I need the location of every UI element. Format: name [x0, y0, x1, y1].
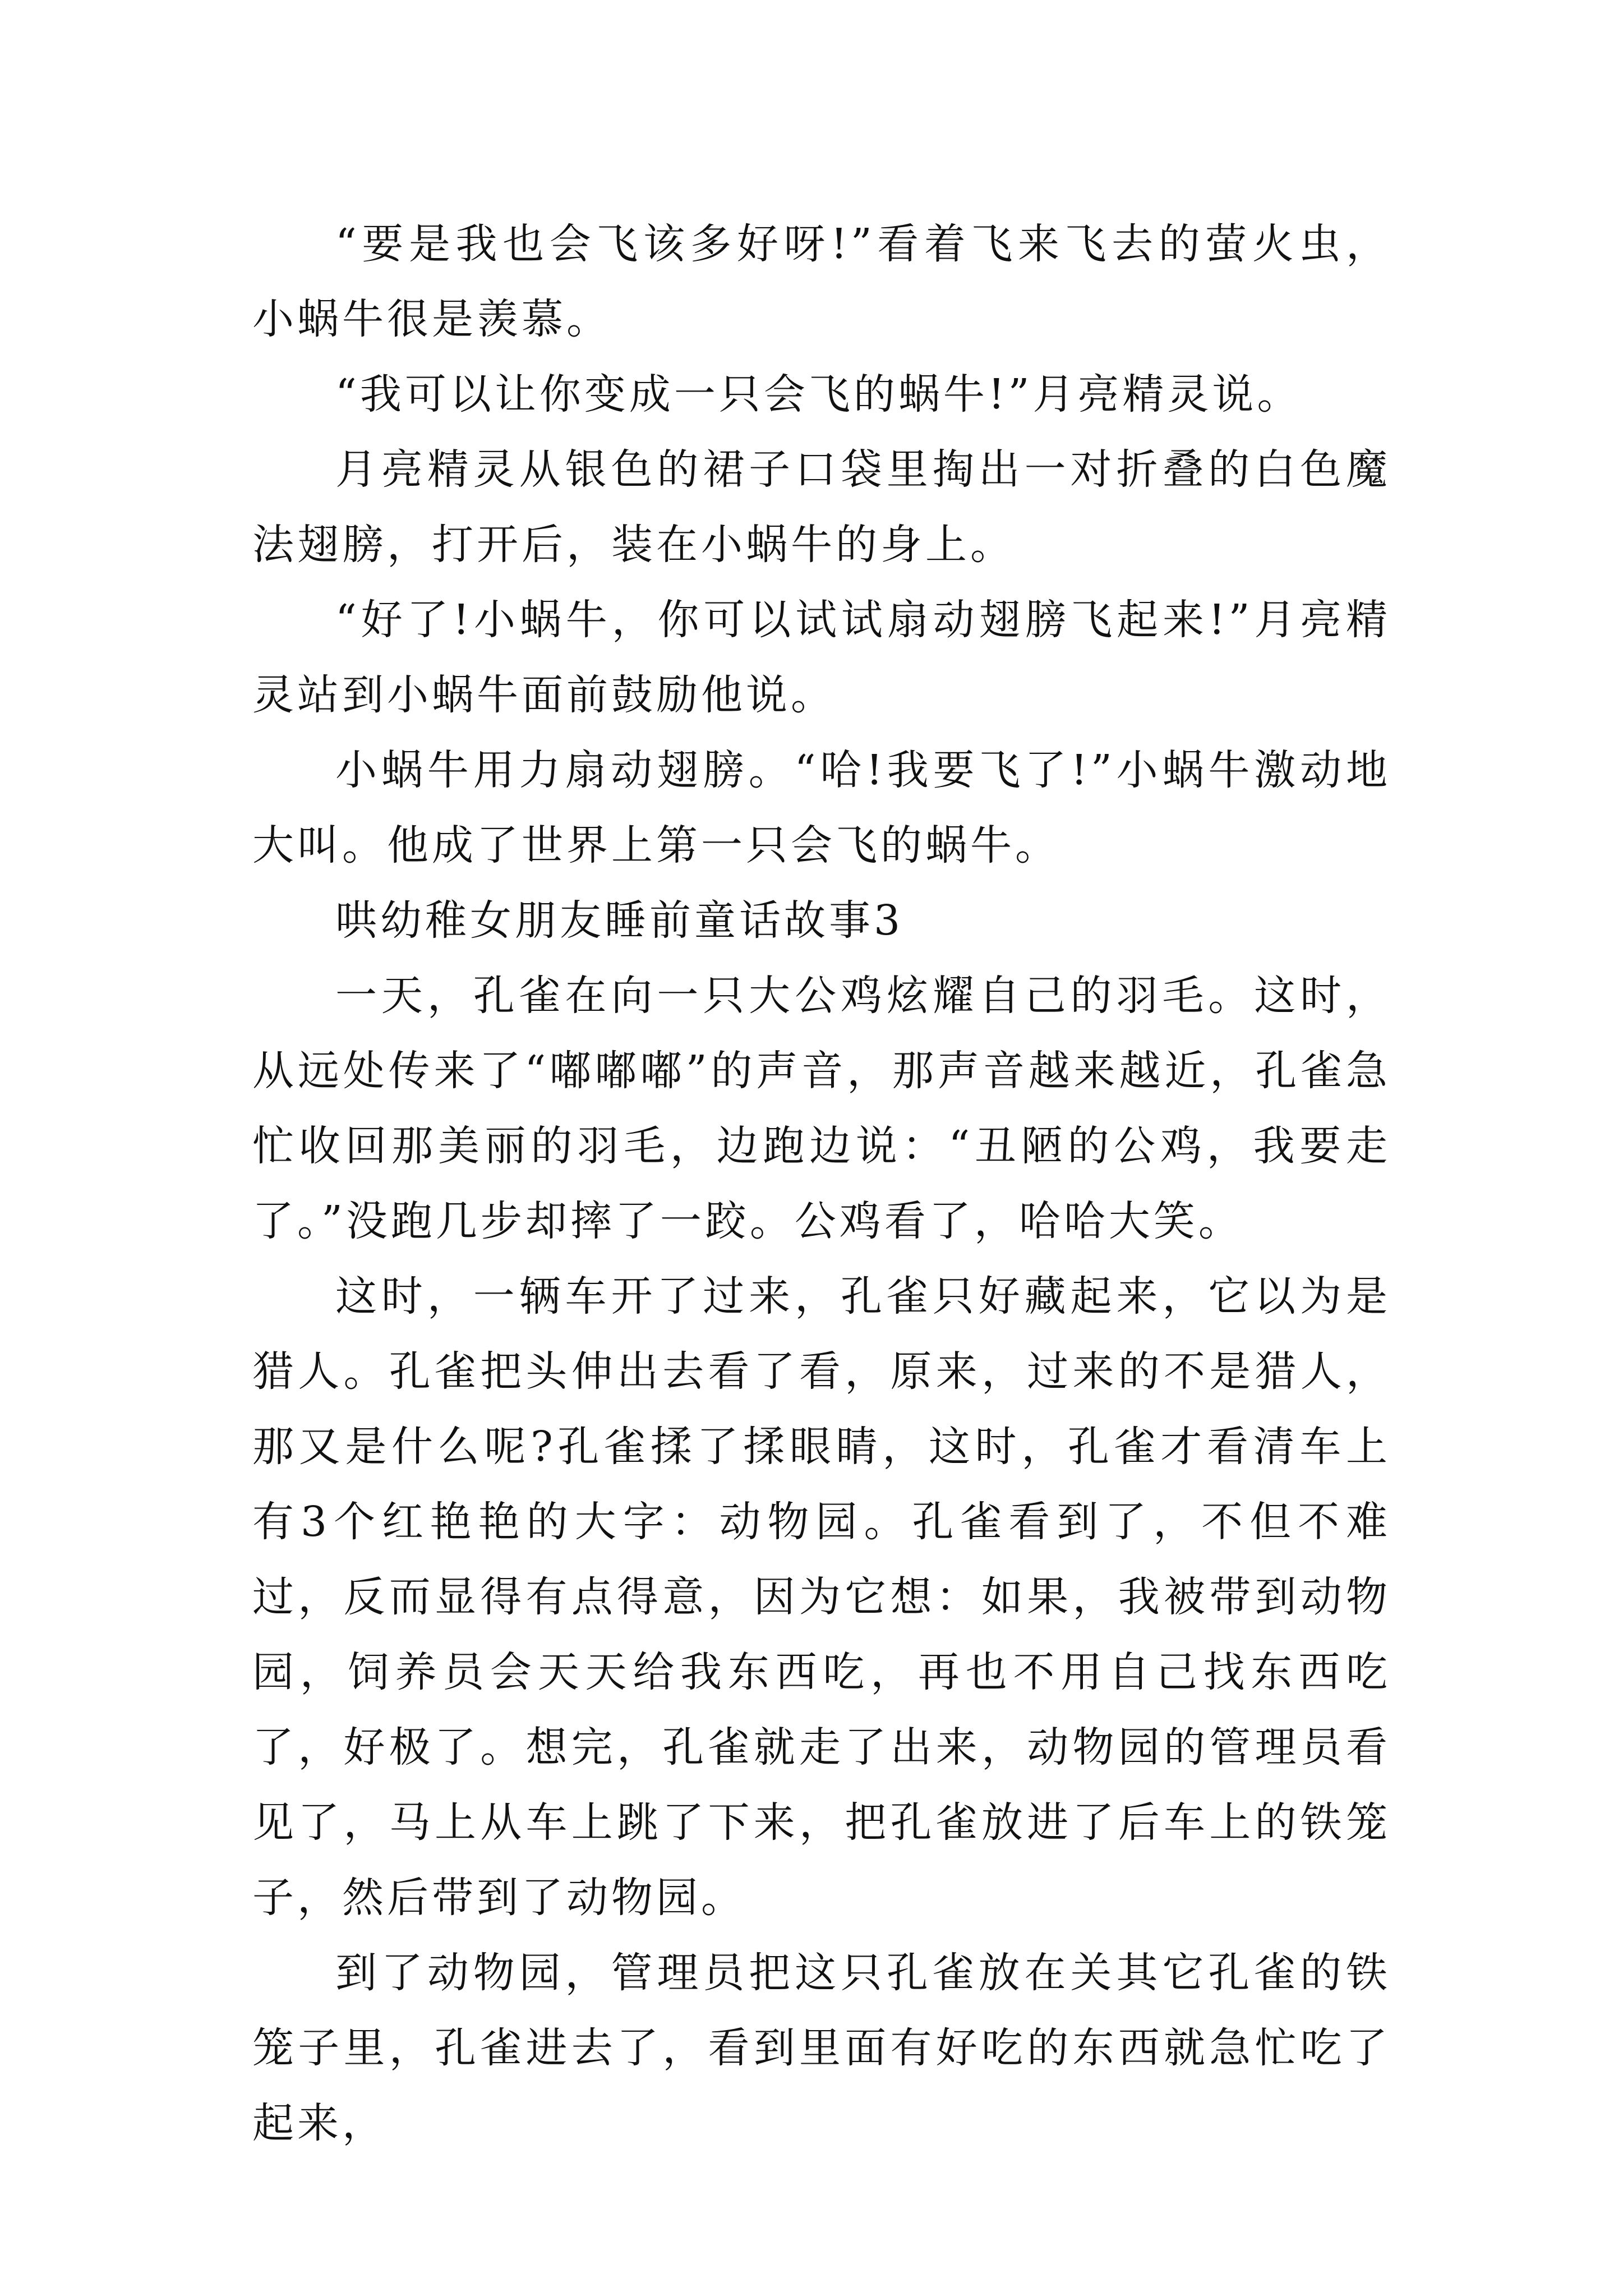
section-heading: 哄幼稚女朋友睡前童话故事3 — [335, 896, 904, 945]
paragraph-6: 一天，孔雀在向一只大公鸡炫耀自己的羽毛。这时，从远处传来了“嘟嘟嘟”的声音，那声音越来越近，孔雀急忙收回那美丽的羽毛，边跑边说：“丑陋的公鸡，我要走了。”没跑几步却摔了一跤。公鸡看了，哈哈大笑。 — [252, 972, 1391, 1245]
paragraph-4: “好了!小蜗牛，你可以试试扇动翅膀飞起来!”月亮精灵站到小蜗牛面前鼓励他说。 — [252, 596, 1391, 719]
paragraph-8: 到了动物园，管理员把这只孔雀放在关其它孔雀的铁笼子里，孔雀进去了，看到里面有好吃的东西就急忙吃了起来， — [252, 1949, 1391, 2147]
paragraph-5: 小蜗牛用力扇动翅膀。“哈!我要飞了!”小蜗牛激动地大叫。他成了世界上第一只会飞的蜗牛。 — [252, 746, 1391, 869]
paragraph-2: “我可以让你变成一只会飞的蜗牛!”月亮精灵说。 — [335, 370, 1302, 418]
paragraph-7: 这时，一辆车开了过来，孔雀只好藏起来，它以为是猎人。孔雀把头伸出去看了看，原来，过来的不是猎人，那又是什么呢?孔雀揉了揉眼睛，这时，孔雀才看清车上有3个红艳艳的大字：动物园。孔雀看到了，不但不难过，反而显得有点得意，因为它想：如果，我被带到动物园，饲养员会天天给我东西吃，再也不用自己找东西吃了，好极了。想完，孔雀就走了出来，动物园的管理员看见了，马上从车上跳了下来，把孔雀放进了后车上的铁笼子，然后带到了动物园。 — [252, 1272, 1391, 1922]
paragraph-1: “要是我也会飞该多好呀!”看着飞来飞去的萤火虫，小蜗牛很是羡慕。 — [252, 220, 1391, 343]
document-body — [252, 206, 1391, 2161]
paragraph-3: 月亮精灵从银色的裙子口袋里掏出一对折叠的白色魔法翅膀，打开后，装在小蜗牛的身上。 — [252, 445, 1391, 569]
